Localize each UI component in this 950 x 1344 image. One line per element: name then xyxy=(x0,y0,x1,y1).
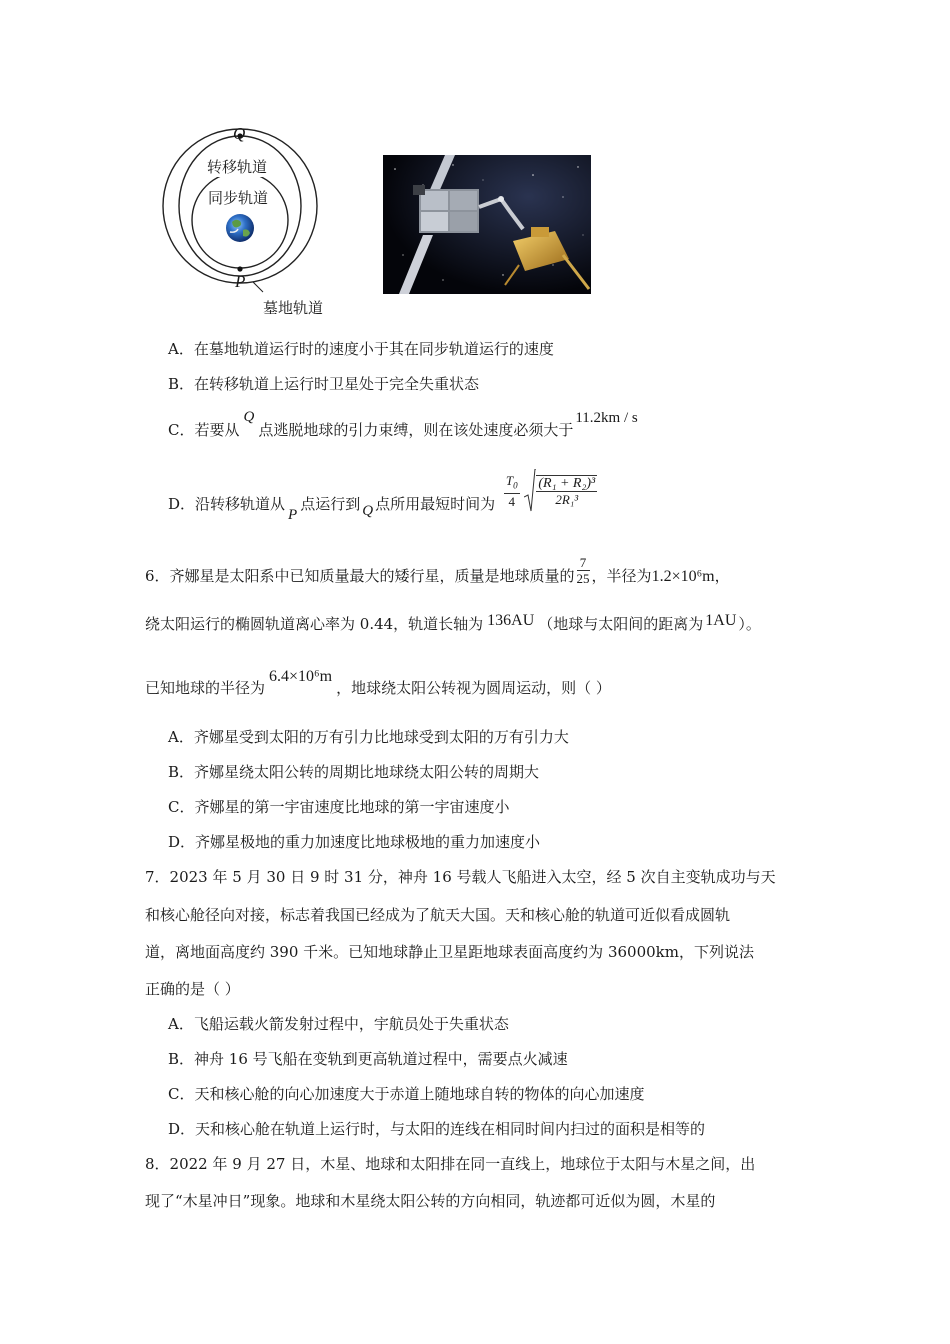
q5-option-c-value: 11.2km / s xyxy=(575,410,638,426)
q7-option-b[interactable]: B．神舟 16 号飞船在变轨到更高轨道过程中，需要点火减速 xyxy=(168,1050,568,1068)
label-P: P xyxy=(235,272,246,291)
q5-option-d-sqrt: $\frac{\text{(R₁ + R₂)³}}{\text{2R₁³}}$ xyxy=(524,469,597,513)
label-sync-orbit: 同步轨道 xyxy=(208,189,269,207)
q5-option-d-Q: Q xyxy=(362,503,374,519)
q5-option-d-post: 点所用最短时间为 xyxy=(375,495,496,513)
q6-au-value: 1AU xyxy=(705,612,737,629)
q5-option-c-mid: 点逃脱地球的引力束缚，则在该处速度必须大于 xyxy=(258,421,574,439)
q6-option-a[interactable]: A．齐娜星受到太阳的万有引力比地球受到太阳的万有引力大 xyxy=(168,728,569,746)
q6-line2-pre: 绕太阳运行的椭圆轨道离心率为 0.44，轨道长轴为 xyxy=(145,615,484,633)
satellite-body xyxy=(413,185,479,233)
q6-earth-radius-value: 6.4×10⁶m xyxy=(269,668,333,685)
q5-option-d-P: P xyxy=(288,507,298,523)
q5-option-c[interactable] xyxy=(168,409,638,441)
q7-stem-line3: 道，离地面高度约 390 千米。已知地球静止卫星距地球表面高度约为 36000km，下列说法 xyxy=(145,943,754,961)
q7-stem-line1: 7．2023 年 5 月 30 日 9 时 31 分，神舟 16 号载人飞船进入太空，经 5 次自主变轨成功与天 xyxy=(145,868,776,886)
q7-stem-line4: 正确的是（ ） xyxy=(145,980,240,998)
q7-option-d[interactable]: D．天和核心舱在轨道上运行时，与太阳的连线在相同时间内扫过的面积是相等的 xyxy=(168,1120,706,1138)
label-Q: Q xyxy=(233,124,246,143)
q6-option-c[interactable]: C．齐娜星的第一宇宙速度比地球的第一宇宙速度小 xyxy=(168,798,510,816)
label-grave-orbit: 墓地轨道 xyxy=(263,299,324,317)
q6-stem-line3 xyxy=(145,668,611,699)
point-P xyxy=(237,266,242,271)
satellite-photo xyxy=(383,155,591,294)
q7-stem-line2: 和核心舱径向对接，标志着我国已经成为了航天大国。天和核心舱的轨道可近似看成圆轨 xyxy=(145,906,731,924)
q5-option-d-period-fraction: $\frac{T_0}{4}$ xyxy=(505,472,518,510)
earth-icon xyxy=(226,214,254,242)
label-transfer-orbit: 转移轨道 xyxy=(207,158,268,176)
q7-option-c[interactable]: C．天和核心舱的向心加速度大于赤道上随地球自转的物体的向心加速度 xyxy=(168,1085,645,1103)
q5-option-c-pre: C．若要从 xyxy=(168,421,240,439)
q6-line2-end: ）。 xyxy=(738,615,761,633)
q5-option-c-Q: Q xyxy=(243,409,255,425)
q6-mass-fraction: $\frac{7}{25}$ xyxy=(576,554,590,586)
q6-line2-mid: （地球与太阳间的距离为 xyxy=(538,615,704,633)
q6-line1-mid: ，半径为 xyxy=(591,567,652,585)
q6-option-d[interactable]: D．齐娜星极地的重力加速度比地球极地的重力加速度小 xyxy=(168,833,541,851)
q5-option-a[interactable]: A．在墓地轨道运行时的速度小于其在同步轨道运行的速度 xyxy=(168,340,554,358)
orbit-diagram xyxy=(150,120,350,325)
q5-option-d[interactable] xyxy=(168,472,597,542)
grave-orbit-leader xyxy=(253,282,263,292)
q8-stem-line1: 8．2022 年 9 月 27 日，木星、地球和太阳排在同一直线上，地球位于太阳与木星之间，出 xyxy=(145,1155,756,1173)
q6-stem-line1 xyxy=(145,554,730,587)
q6-stem-line2 xyxy=(145,614,761,635)
q5-option-d-mid: 点运行到 xyxy=(300,495,361,513)
q6-radius-value: 1.2×10⁶m xyxy=(651,568,715,585)
q6-line1-pre: 6．齐娜星是太阳系中已知质量最大的矮行星，质量是地球质量的 xyxy=(145,567,575,585)
q6-line3-end: ，地球绕太阳公转视为圆周运动，则（ ） xyxy=(336,679,611,697)
q5-option-d-pre: D．沿转移轨道从 xyxy=(168,495,286,513)
q6-option-b[interactable]: B．齐娜星绕太阳公转的周期比地球绕太阳公转的周期大 xyxy=(168,763,540,781)
q7-option-a[interactable]: A．飞船运载火箭发射过程中，宇航员处于失重状态 xyxy=(168,1015,509,1033)
q5-option-b[interactable]: B．在转移轨道上运行时卫星处于完全失重状态 xyxy=(168,375,480,393)
q6-line3-pre: 已知地球的半径为 xyxy=(145,679,266,697)
q6-line1-end: ， xyxy=(714,567,730,585)
q6-axis-value: 136AU xyxy=(487,612,535,629)
q8-stem-line2: 现了“木星冲日”现象。地球和木星绕太阳公转的方向相同，轨迹都可近似为圆，木星的 xyxy=(145,1192,716,1210)
